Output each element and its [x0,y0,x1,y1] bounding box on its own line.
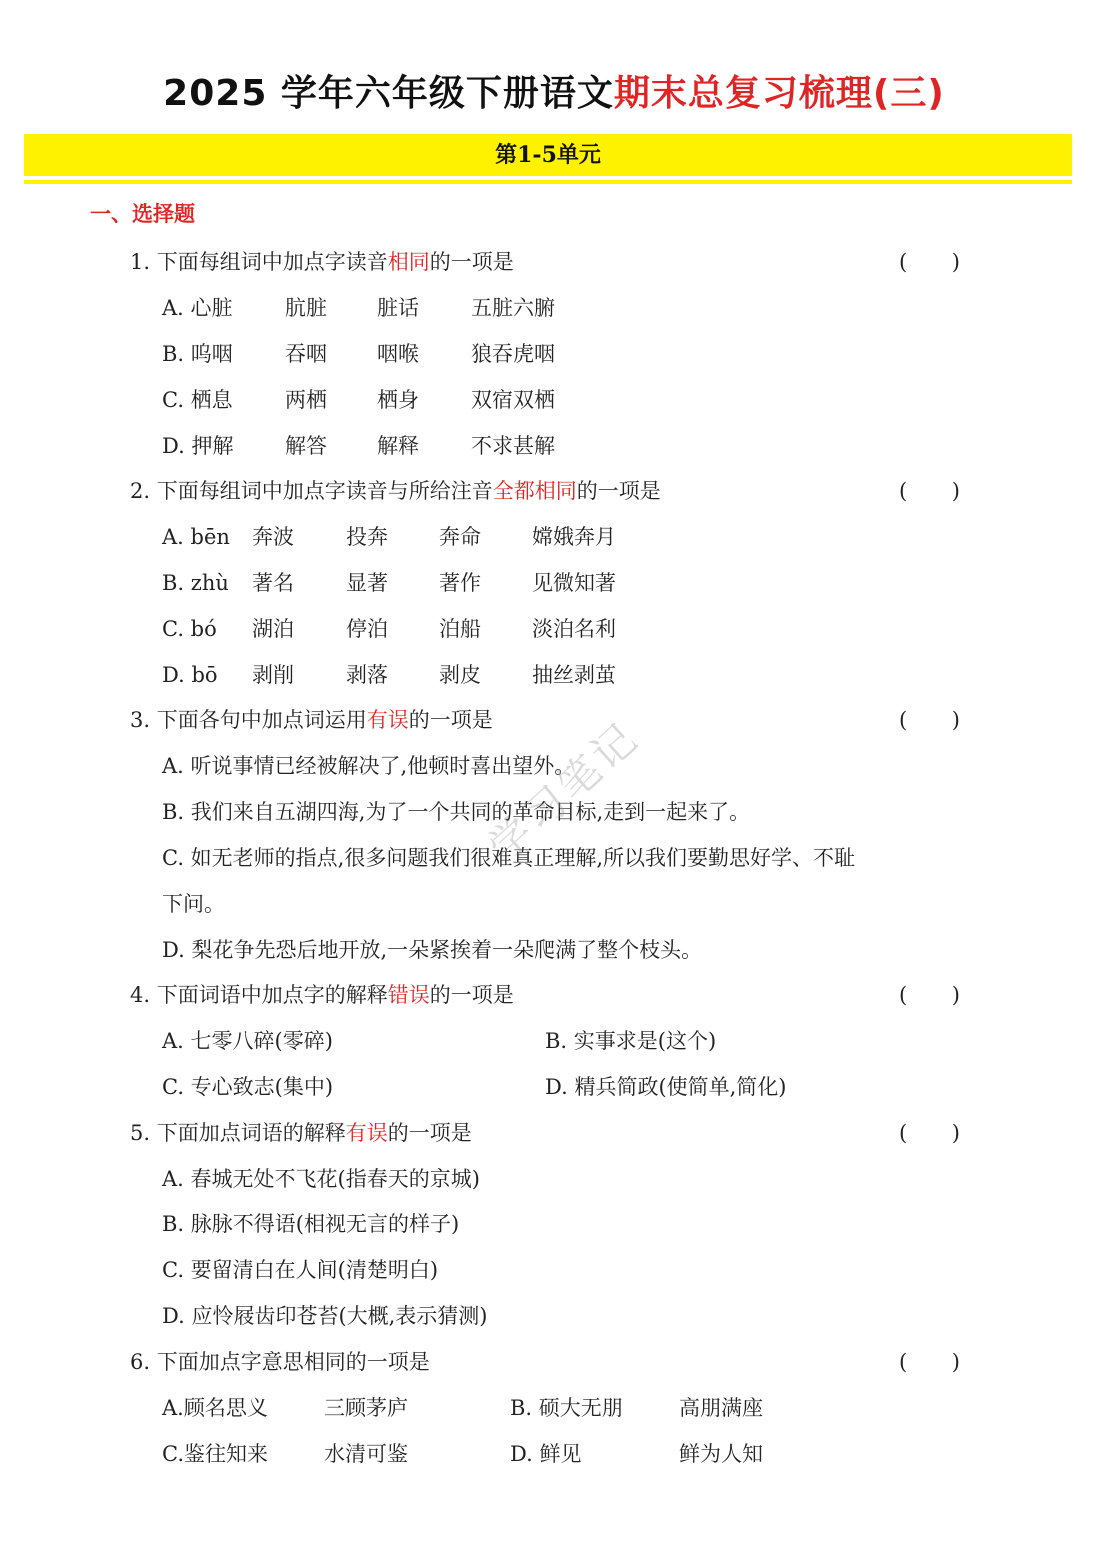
q3-option-b: B. 我们来自五湖四海,为了一个共同的革命目标,走到一起来了。 [162,800,751,824]
q5-option-c: C. 要留清白在人间(清楚明白) [162,1258,439,1282]
page-title [0,68,1108,120]
question-3 [130,702,980,738]
question-6-stem: 6. 下面加点字意思相同的一项是 [130,1350,430,1374]
question-1-stem: 1. 下面每组词中加点字读音相同的一项是 [130,250,514,274]
question-5-stem: 5. 下面加点词语的解释有误的一项是 [130,1121,472,1145]
section-title: 一、选择题 [90,202,195,226]
question-2-stem: 2. 下面每组词中加点字读音与所给注音全都相同的一项是 [130,479,661,503]
answer-blank-4[interactable]: ( ) [898,983,960,1007]
question-1 [130,244,980,280]
q3-option-c-line1: C. 如无老师的指点,很多问题我们很难真正理解,所以我们要勤思好学、不耻 [162,846,856,870]
question-3-stem: 3. 下面各句中加点词运用有误的一项是 [130,708,493,732]
q5-option-a: A. 春城无处不飞花(指春天的京城) [162,1167,480,1191]
answer-blank-5[interactable]: ( ) [898,1121,960,1145]
question-5 [130,1115,980,1151]
answer-blank-2[interactable]: ( ) [898,479,960,503]
unit-banner: 第1-5单元 [24,134,1072,176]
q4-option-c: C. 专心致志(集中) [162,1075,334,1099]
q4-option-d: D. 精兵简政(使简单,简化) [545,1075,787,1099]
q3-option-c-line2: 下问。 [162,892,225,916]
q5-option-d: D. 应怜屐齿印苍苔(大概,表示猜测) [162,1304,488,1328]
answer-blank-1[interactable]: ( ) [898,250,960,274]
question-6 [130,1344,980,1380]
q4-option-a: A. 七零八碎(零碎) [162,1029,333,1053]
title-grade-part: 2025 学年六年级下册语文 [163,73,614,114]
answer-blank-3[interactable]: ( ) [898,708,960,732]
watermark: 学习笔记 [478,712,649,872]
q3-option-d: D. 梨花争先恐后地开放,一朵紧挨着一朵爬满了整个枝头。 [162,938,703,962]
q4-option-b: B. 实事求是(这个) [545,1029,717,1053]
question-4-stem: 4. 下面词语中加点字的解释错误的一项是 [130,983,514,1007]
q5-option-b: B. 脉脉不得语(相视无言的样子) [162,1212,460,1236]
question-4 [130,977,980,1013]
question-2 [130,473,980,509]
banner-underline [24,180,1072,184]
q3-option-a: A. 听说事情已经被解决了,他顿时喜出望外。 [162,754,576,778]
answer-blank-6[interactable]: ( ) [898,1350,960,1374]
title-review-part: 期末总复习梳理(三) [613,73,945,114]
